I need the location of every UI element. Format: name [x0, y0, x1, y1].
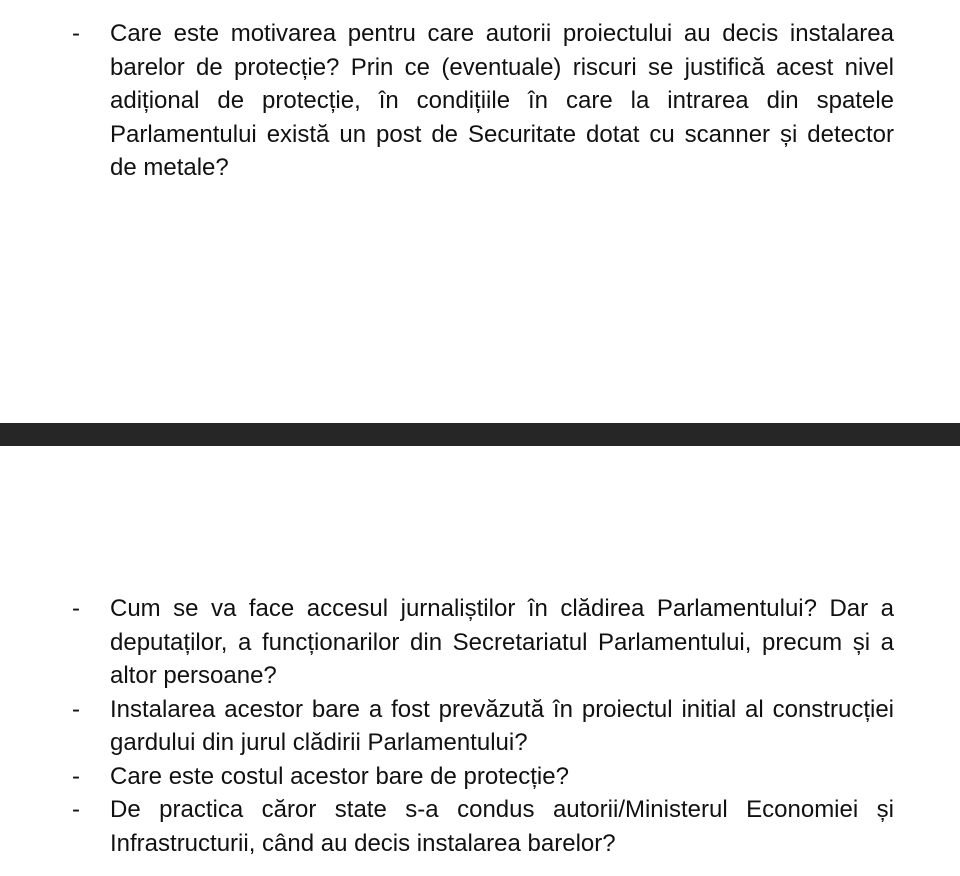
question-list-top	[0, 17, 960, 185]
bullet-dash: -	[72, 20, 80, 47]
question-text: Cum se va face accesul jurnaliștilor în clădirea Parlamentului? Dar a deputaților, a funcționarilor din Secretariatul Parlamentului, precum și a altor persoane?	[110, 595, 894, 689]
bottom-question-section	[0, 592, 960, 860]
question-text: Care este motivarea pentru care autorii proiectului au decis instalarea barelor de protecție? Prin ce (eventuale) riscuri se justifică acest nivel adițional de protecție, în condițiile în care la intrarea din spatele Parlamentului există un post de Securitate dotat cu scanner și detector de metale?	[110, 20, 894, 181]
question-text: Instalarea acestor bare a fost prevăzută în proiectul initial al construcției gardului din jurul clădirii Parlamentului?	[110, 695, 894, 756]
bullet-dash: -	[72, 595, 80, 622]
list-item	[0, 760, 960, 794]
list-item	[0, 17, 960, 185]
list-item	[0, 592, 960, 693]
question-list-bottom	[0, 592, 960, 860]
list-item	[0, 693, 960, 760]
list-item	[0, 793, 960, 860]
top-question-section	[0, 17, 960, 185]
bullet-dash: -	[72, 796, 80, 823]
section-divider-bar	[0, 423, 960, 446]
question-text: Care este costul acestor bare de protecție?	[110, 762, 569, 790]
bullet-dash: -	[72, 762, 80, 790]
question-text: De practica căror state s-a condus autorii/Ministerul Economiei și Infrastructurii, când au decis instalarea barelor?	[110, 796, 894, 857]
bullet-dash: -	[72, 695, 80, 723]
